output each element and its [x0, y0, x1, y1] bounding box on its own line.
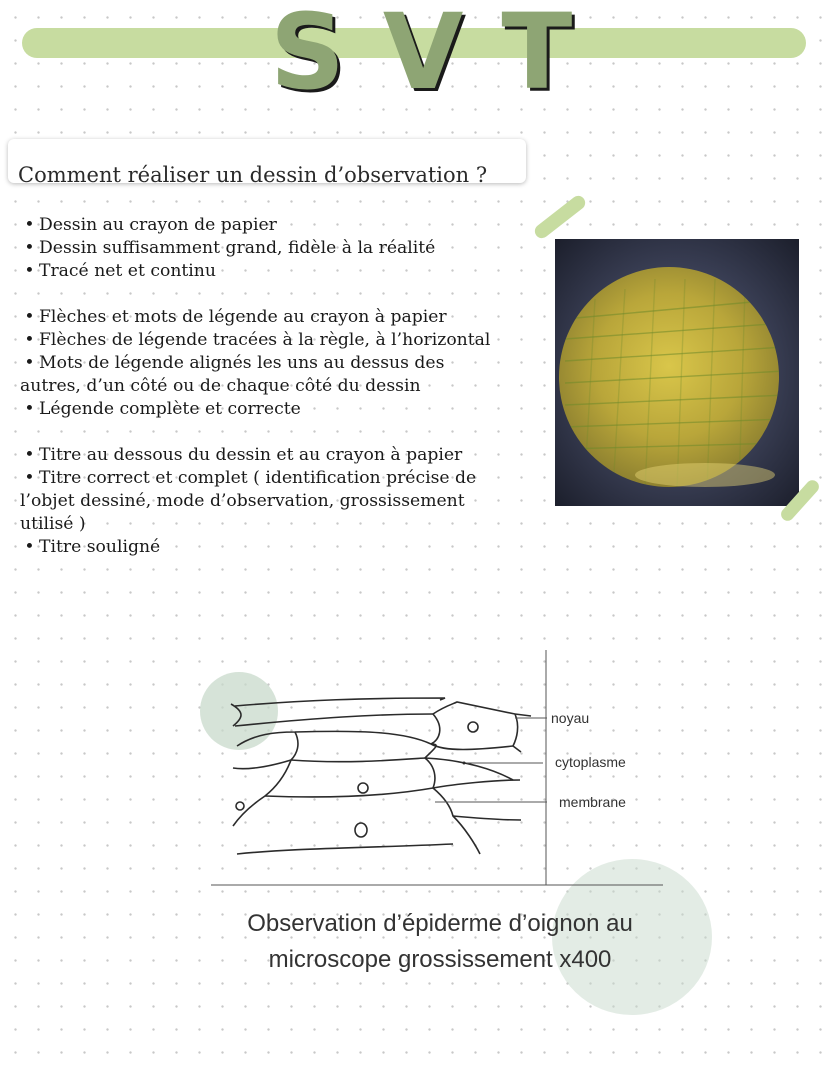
bullet-icon: •: [24, 468, 35, 488]
nucleus: [355, 823, 367, 837]
label-noyau: noyau: [551, 710, 590, 726]
bullet-icon: •: [24, 307, 35, 327]
bullet-icon: •: [24, 215, 35, 235]
label-membrane: membrane: [559, 794, 626, 810]
rule-item: • Titre souligné: [20, 536, 500, 559]
rules-list: [20, 214, 500, 582]
rule-item: • Titre au dessous du dessin et au crayon à papier: [20, 444, 500, 467]
diagram-caption: [200, 906, 680, 978]
question-title: Comment réaliser un dessin d’observation ?: [18, 163, 488, 188]
svt-logo: [270, 0, 610, 112]
rule-item: • Dessin suffisamment grand, fidèle à la réalité: [20, 237, 500, 260]
logo-text: SVT: [270, 0, 611, 113]
accent-stroke: [532, 193, 588, 241]
bullet-icon: •: [24, 330, 35, 350]
cell-outlines: [231, 698, 531, 854]
bullet-icon: •: [24, 238, 35, 258]
rule-item: • Légende complète et correcte: [20, 398, 500, 421]
bullet-icon: •: [24, 537, 35, 557]
bullet-icon: •: [24, 353, 35, 373]
rule-group-drawing: [20, 214, 500, 283]
rule-item: • Flèches de légende tracées à la règle, à l’horizontal: [20, 329, 500, 352]
cytoplasm-point: [463, 762, 466, 765]
onion-epidermis-drawing: [195, 648, 715, 893]
rule-item: • Dessin au crayon de papier: [20, 214, 500, 237]
microscope-photo: [555, 239, 799, 506]
bullet-icon: •: [24, 399, 35, 419]
label-cytoplasme: cytoplasme: [555, 754, 626, 770]
nucleus-group: [236, 722, 478, 837]
nucleus: [468, 722, 478, 732]
caption-line: Observation d’épiderme d’oignon au: [247, 910, 633, 937]
rule-group-title: [20, 444, 500, 559]
rule-item: • Flèches et mots de légende au crayon à papier: [20, 306, 500, 329]
nucleus: [236, 802, 244, 810]
rule-item: • Titre correct et complet ( identification précise de l’objet dessiné, mode d’observation, grossissement utilisé ): [20, 468, 477, 534]
rule-group-legend: [20, 306, 500, 421]
nucleus: [358, 783, 368, 793]
rule-item: • Tracé net et continu: [20, 260, 500, 283]
caption-line: microscope grossissement x400: [268, 946, 612, 973]
bullet-icon: •: [24, 445, 35, 465]
rule-item: • Mots de légende alignés les uns au dessus des autres, d’un côté ou de chaque côté du dessin: [20, 353, 445, 396]
question-box: [8, 139, 526, 188]
bullet-icon: •: [24, 261, 35, 281]
